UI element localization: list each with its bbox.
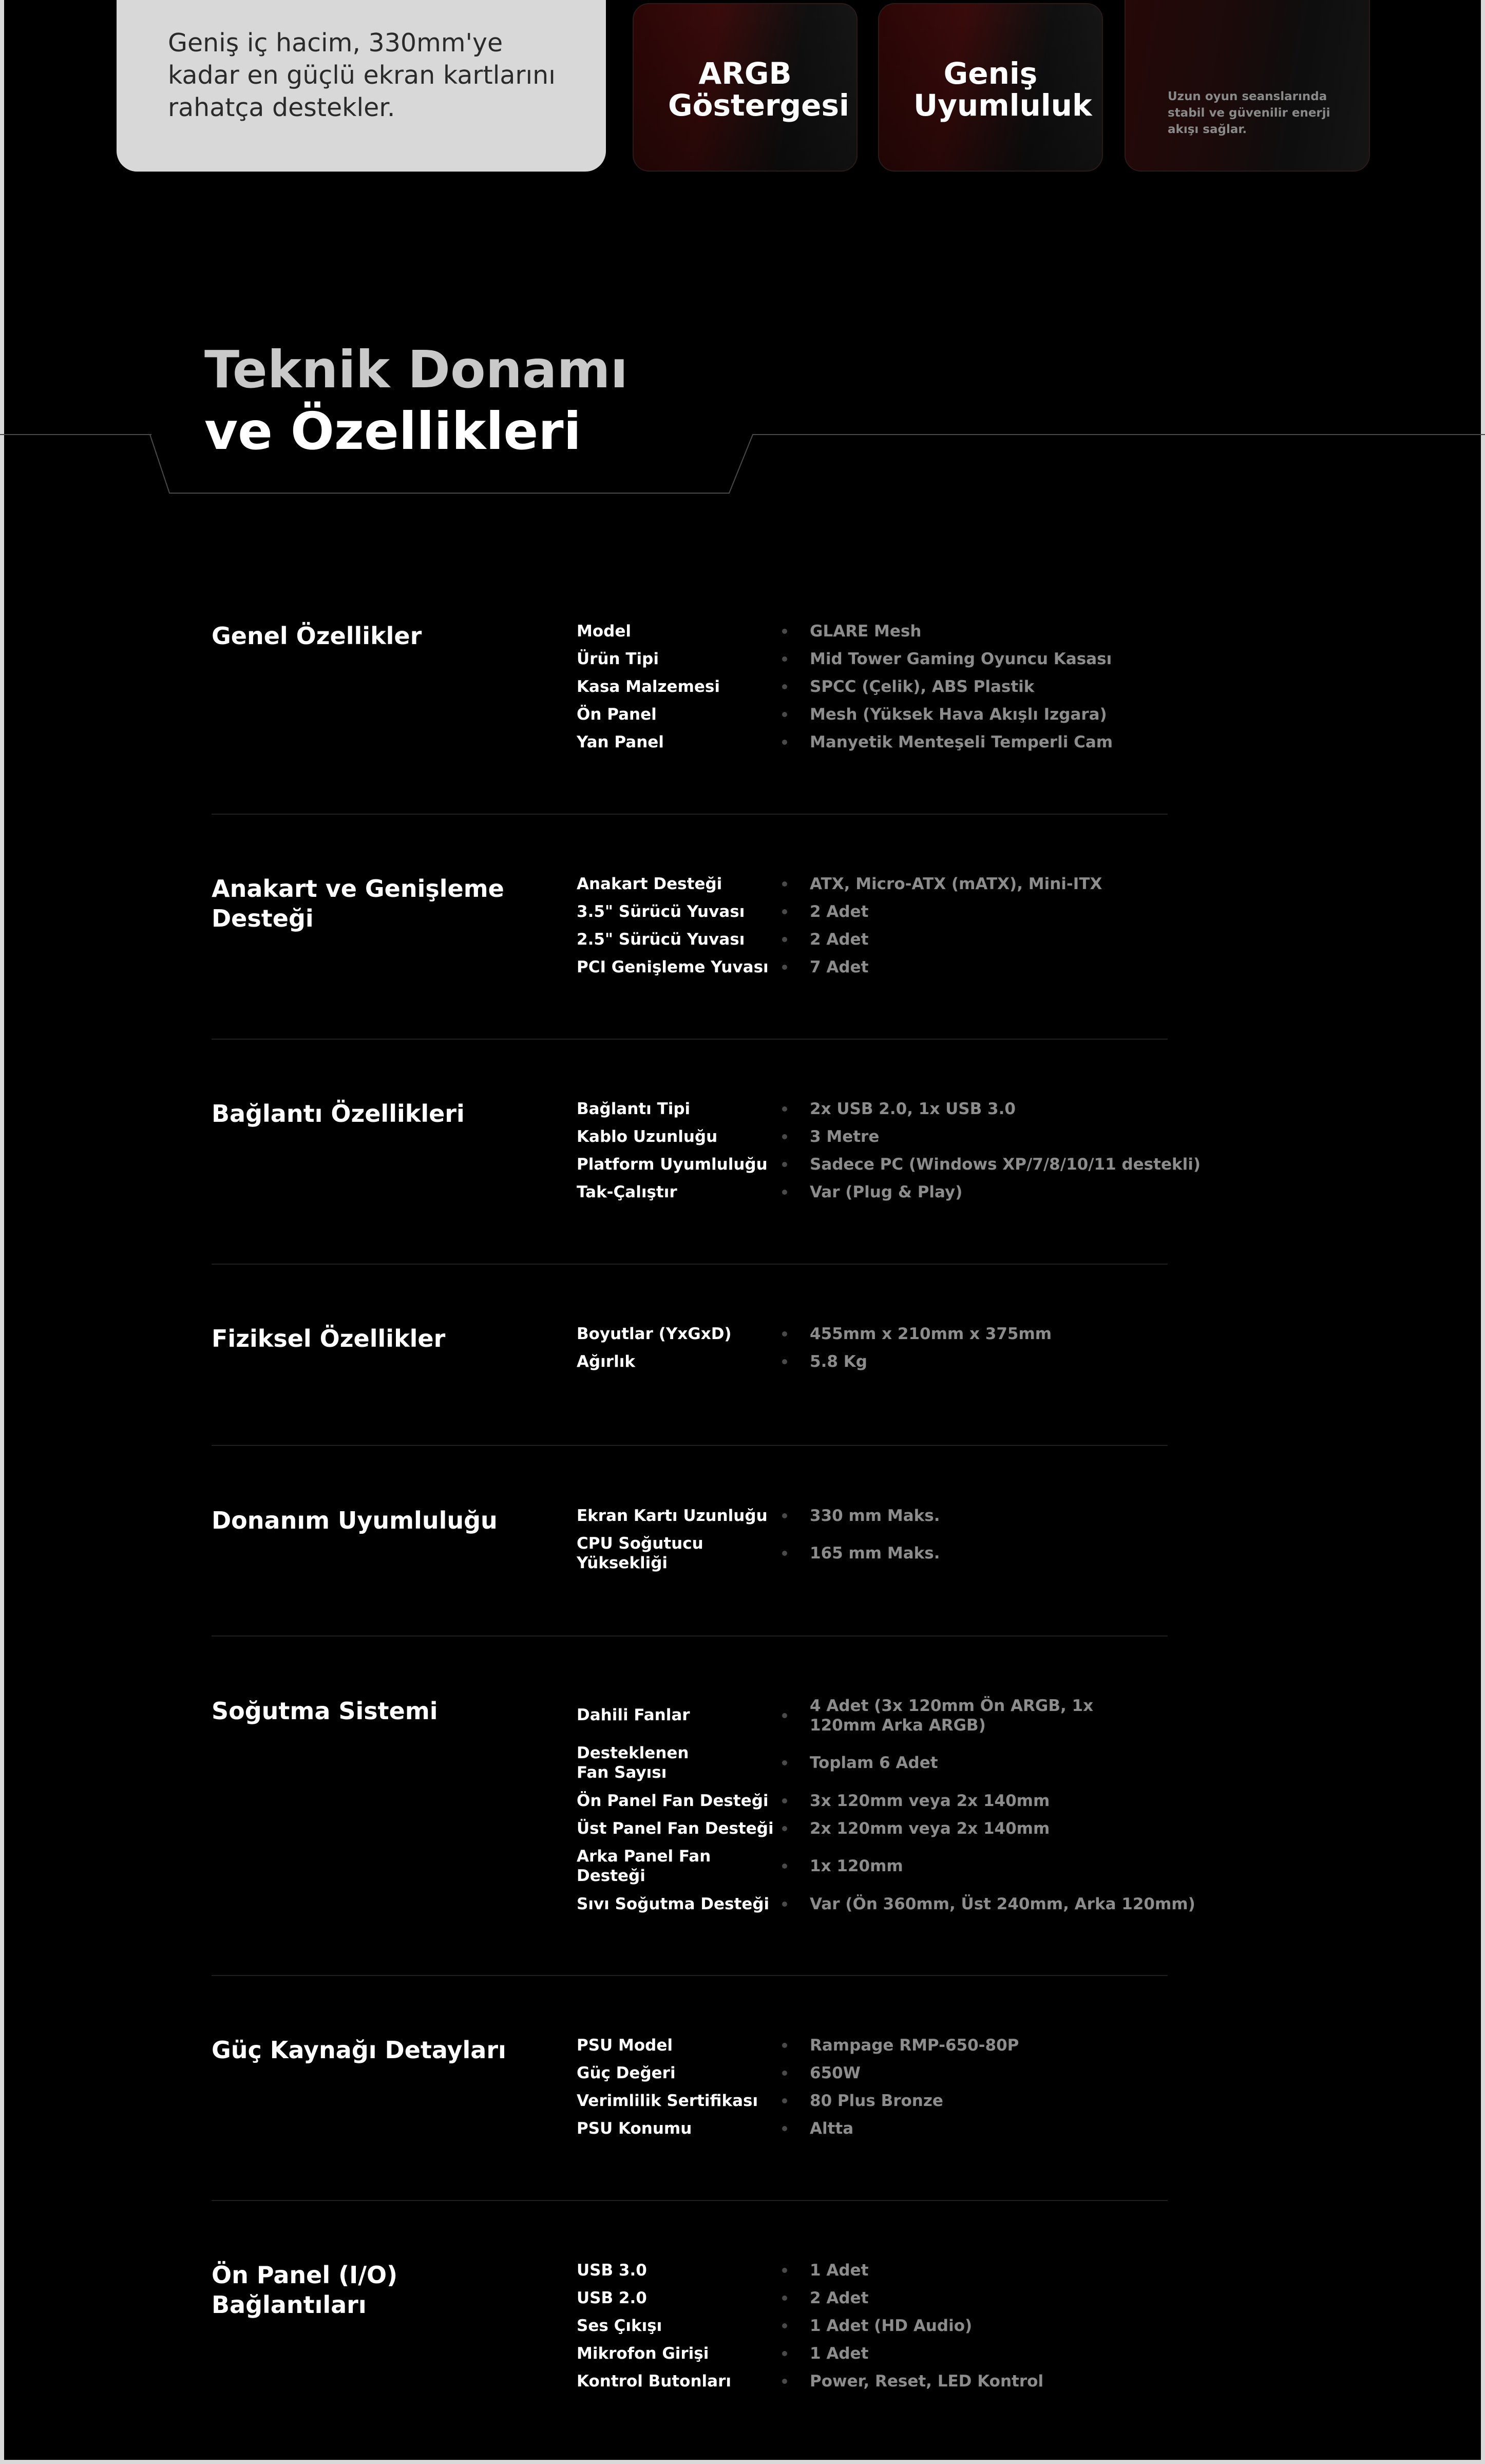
spec-value: 2 Adet: [810, 902, 869, 921]
spec-value: 1x 120mm: [810, 1857, 903, 1875]
spec-key: CPU Soğutucu Yüksekliği: [577, 1534, 703, 1572]
page-title-line-2: ve Özellikleri: [204, 401, 581, 461]
spec-value: 2 Adet: [810, 2289, 869, 2307]
bullet-dot: [782, 740, 787, 745]
spec-value: Mid Tower Gaming Oyuncu Kasası: [810, 650, 1112, 668]
argb-card: [633, 3, 858, 172]
page-title-line-1: Teknik Donamı: [204, 340, 628, 400]
spec-value: Rampage RMP-650-80P: [810, 2036, 1019, 2055]
page-edge-bottom: [0, 2460, 1485, 2464]
power-card: [1125, 0, 1370, 172]
spec-value: 455mm x 210mm x 375mm: [810, 1325, 1052, 1343]
bullet-dot: [782, 712, 787, 717]
spec-key: Güç Değeri: [577, 2064, 676, 2082]
power-card-text: Uzun oyun seanslarında stabil ve güvenilir enerji akışı sağlar.: [1168, 90, 1330, 136]
bullet-dot: [782, 1359, 787, 1364]
spec-key: PSU Model: [577, 2036, 673, 2055]
spec-key: USB 2.0: [577, 2289, 647, 2307]
spec-key: Kablo Uzunluğu: [577, 1127, 718, 1146]
section-title: Fiziksel Özellikler: [212, 1325, 446, 1352]
bullet-dot: [782, 1551, 787, 1556]
spec-key: Tak-Çalıştır: [577, 1183, 677, 1201]
bullet-dot: [782, 1331, 787, 1337]
spec-value: Var (Plug & Play): [810, 1183, 963, 1201]
heading-divider-right: [752, 434, 1485, 435]
spec-value: 80 Plus Bronze: [810, 2092, 943, 2110]
spec-value: 1 Adet: [810, 2261, 869, 2280]
spec-key: Mikrofon Girişi: [577, 2344, 709, 2363]
bullet-dot: [782, 1190, 787, 1195]
section-title: Ön Panel (I/O) Bağlantıları: [212, 2261, 398, 2319]
bullet-dot: [782, 1106, 787, 1112]
spec-key: PCI Genişleme Yuvası: [577, 958, 769, 976]
spec-key: Bağlantı Tipi: [577, 1100, 691, 1118]
page-edge-left: [0, 0, 4, 2464]
section-divider: [212, 1039, 1168, 1040]
spec-value: 330 mm Maks.: [810, 1507, 940, 1525]
spec-key: Ağırlık: [577, 1352, 635, 1371]
spec-key: Ekran Kartı Uzunluğu: [577, 1507, 768, 1525]
bullet-dot: [782, 1513, 787, 1518]
bullet-dot: [782, 2043, 787, 2048]
spec-key: Sıvı Soğutma Desteği: [577, 1895, 770, 1913]
spec-value: 1 Adet: [810, 2344, 869, 2363]
section-divider: [212, 1975, 1168, 1976]
bullet-dot: [782, 2126, 787, 2131]
bullet-dot: [782, 1134, 787, 1139]
bullet-dot: [782, 1826, 787, 1831]
spec-value: GLARE Mesh: [810, 622, 922, 641]
spec-value: 7 Adet: [810, 958, 869, 976]
argb-card-title: ARGB Göstergesi: [668, 56, 849, 123]
compatibility-card-title: Geniş Uyumluluk: [913, 56, 1092, 123]
section-title: Güç Kaynağı Detayları: [212, 2036, 506, 2064]
bullet-dot: [782, 629, 787, 634]
spec-key: 3.5" Sürücü Yuvası: [577, 902, 745, 921]
spec-key: Kontrol Butonları: [577, 2372, 732, 2391]
spec-key: Dahili Fanlar: [577, 1706, 690, 1724]
spec-value: Manyetik Menteşeli Temperli Cam: [810, 733, 1113, 751]
section-title: Soğutma Sistemi: [212, 1697, 438, 1725]
spec-key: Verimlilik Sertifikası: [577, 2092, 758, 2110]
section-divider: [212, 814, 1168, 815]
spec-key: Ön Panel: [577, 705, 657, 724]
spec-key: Desteklenen Fan Sayısı: [577, 1744, 689, 1782]
bullet-dot: [782, 2379, 787, 2384]
section-title: Bağlantı Özellikleri: [212, 1100, 465, 1127]
bullet-dot: [782, 684, 787, 689]
spec-key: Anakart Desteği: [577, 875, 722, 893]
section-divider: [212, 1264, 1168, 1265]
bullet-dot: [782, 2296, 787, 2301]
bullet-dot: [782, 1760, 787, 1765]
spec-value: Toplam 6 Adet: [810, 1754, 938, 1772]
spec-key: Ön Panel Fan Desteği: [577, 1792, 769, 1810]
spec-value: SPCC (Çelik), ABS Plastik: [810, 678, 1035, 696]
bullet-dot: [782, 1864, 787, 1869]
bullet-dot: [782, 2071, 787, 2076]
bullet-dot: [782, 937, 787, 942]
spec-key: Boyutlar (YxGxD): [577, 1325, 732, 1343]
spec-value: Power, Reset, LED Kontrol: [810, 2372, 1044, 2391]
page-edge-right: [1481, 0, 1485, 2464]
spec-value: 3 Metre: [810, 1127, 880, 1146]
spec-value: 1 Adet (HD Audio): [810, 2317, 973, 2335]
spec-value: Var (Ön 360mm, Üst 240mm, Arka 120mm): [810, 1895, 1195, 1913]
section-divider: [212, 1445, 1168, 1446]
spec-value: Altta: [810, 2119, 854, 2138]
bullet-dot: [782, 656, 787, 662]
spec-key: Ürün Tipi: [577, 650, 659, 668]
section-divider: [212, 2200, 1168, 2201]
bullet-dot: [782, 2268, 787, 2273]
spec-key: Kasa Malzemesi: [577, 678, 720, 696]
bullet-dot: [782, 1713, 787, 1718]
spec-key: 2.5" Sürücü Yuvası: [577, 930, 745, 949]
spec-value: Mesh (Yüksek Hava Akışlı Izgara): [810, 705, 1107, 724]
spec-key: Model: [577, 622, 631, 641]
spec-key: Üst Panel Fan Desteği: [577, 1819, 774, 1838]
bullet-dot: [782, 2323, 787, 2328]
spec-key: Platform Uyumluluğu: [577, 1155, 768, 1174]
bullet-dot: [782, 2098, 787, 2103]
spec-value: 5.8 Kg: [810, 1352, 867, 1371]
spec-value: 650W: [810, 2064, 861, 2082]
spec-key: Arka Panel Fan Desteği: [577, 1847, 711, 1885]
bullet-dot: [782, 1798, 787, 1803]
bullet-dot: [782, 881, 787, 887]
spec-key: USB 3.0: [577, 2261, 647, 2280]
capacity-card-text: Geniş iç hacim, 330mm'ye kadar en güçlü ekran kartlarını rahatça destekler.: [168, 28, 556, 122]
section-divider: [212, 1635, 1168, 1637]
bullet-dot: [782, 965, 787, 970]
bullet-dot: [782, 1902, 787, 1907]
bullet-dot: [782, 1162, 787, 1167]
spec-value: Sadece PC (Windows XP/7/8/10/11 destekli): [810, 1155, 1201, 1174]
section-title: Anakart ve Genişleme Desteği: [212, 875, 504, 932]
spec-value: 2x 120mm veya 2x 140mm: [810, 1819, 1050, 1838]
spec-key: Ses Çıkışı: [577, 2317, 662, 2335]
spec-value: 2 Adet: [810, 930, 869, 949]
spec-value: 4 Adet (3x 120mm Ön ARGB, 1x 120mm Arka ARGB): [810, 1697, 1094, 1735]
section-title: Genel Özellikler: [212, 622, 422, 650]
compatibility-card: [878, 3, 1103, 172]
spec-key: Yan Panel: [577, 733, 664, 751]
spec-key: PSU Konumu: [577, 2119, 692, 2138]
spec-value: 3x 120mm veya 2x 140mm: [810, 1792, 1050, 1810]
bullet-dot: [782, 2351, 787, 2356]
spec-value: ATX, Micro-ATX (mATX), Mini-ITX: [810, 875, 1102, 893]
bullet-dot: [782, 909, 787, 914]
section-title: Donanım Uyumluluğu: [212, 1507, 498, 1534]
spec-value: 165 mm Maks.: [810, 1544, 940, 1563]
spec-value: 2x USB 2.0, 1x USB 3.0: [810, 1100, 1016, 1118]
capacity-card: [117, 0, 606, 172]
